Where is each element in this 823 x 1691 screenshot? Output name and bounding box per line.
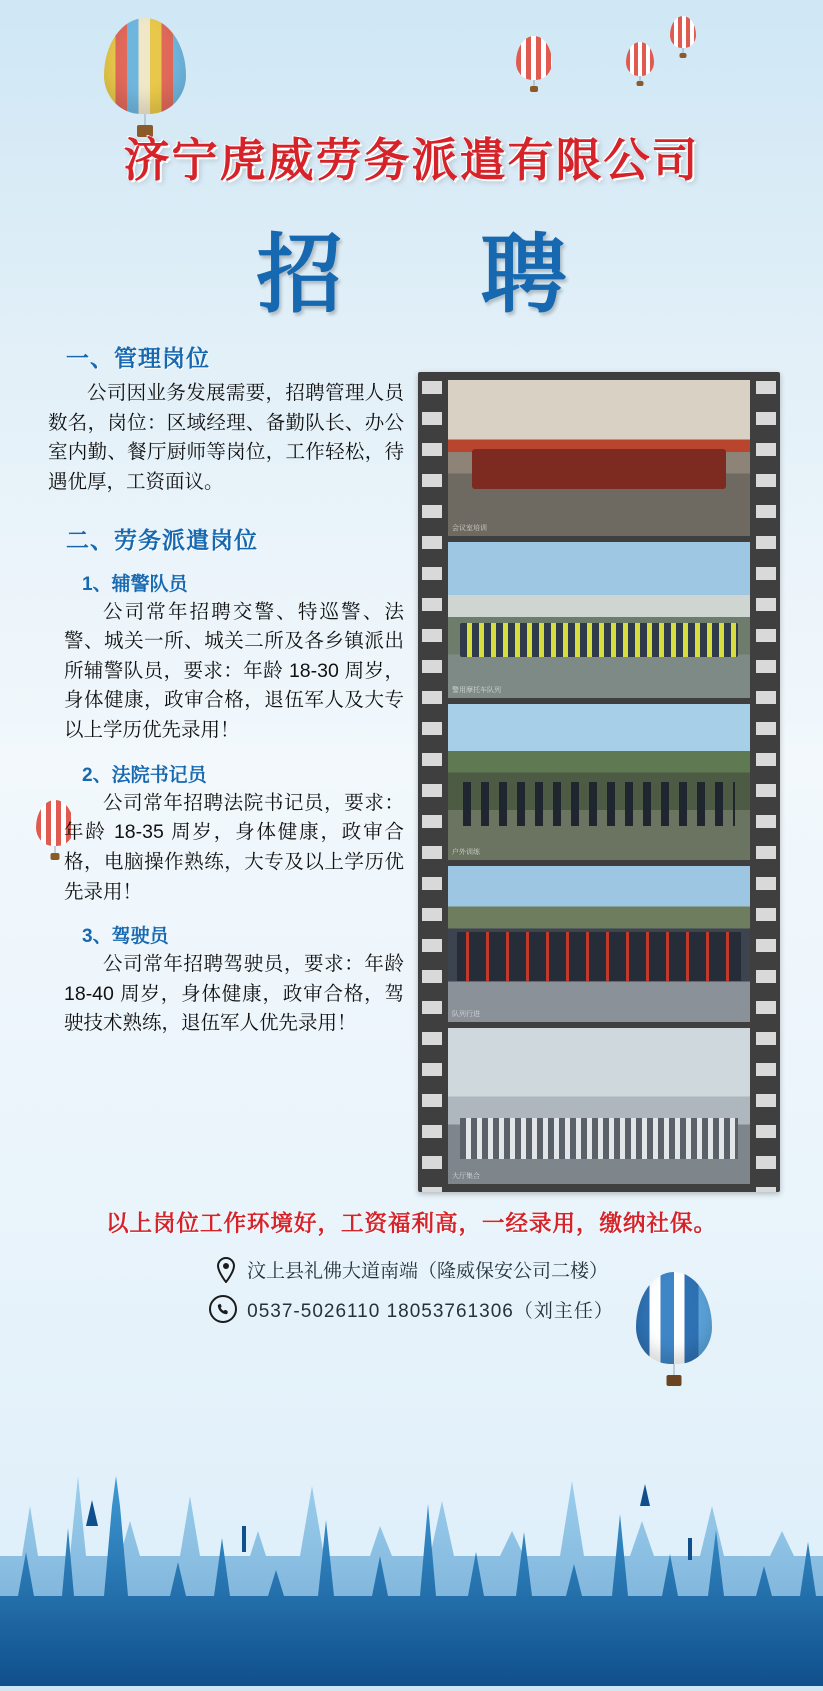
photo-frame: [448, 542, 750, 698]
section-title-management: 一、管理岗位: [66, 345, 210, 371]
recruit-title: 招 聘: [256, 224, 621, 325]
section-title-dispatch: 二、劳务派遣岗位: [66, 526, 258, 553]
slogan-text: 以上岗位工作环境好，工资福利高，一经录用，缴纳社保。: [105, 1211, 717, 1236]
hot-air-balloon-icon: [670, 16, 696, 48]
address-text: 汶上县礼佛大道南端（隆威保安公司二楼）: [246, 1261, 608, 1282]
section-body-management: 公司因业务发展需要，招聘管理人员数名，岗位：区域经理、备勤队长、办公室内勤、餐厅厨师等岗位，工作轻松，待遇优厚，工资面议。: [48, 382, 404, 493]
city-skyline-illustration: [0, 1356, 823, 1686]
sub-body-auxiliary-police: 公司常年招聘交警、特巡警、法警、城关一所、城关二所及各乡镇派出所辅警队员，要求：年龄 18-30 周岁，身体健康，政审合格，退伍军人及大专以上学历优先录用！: [64, 600, 404, 741]
sub-body-driver: 公司常年招聘驾驶员，要求：年龄 18-40 周岁，身体健康，政审合格，驾驶技术熟练，退伍军人优先录用！: [64, 953, 404, 1035]
photo-caption: 会议室培训: [452, 525, 487, 532]
hot-air-balloon-icon: [626, 42, 654, 76]
film-perforations-right: [756, 372, 776, 1192]
sub-title-auxiliary-police: 1、辅警队员: [82, 573, 188, 595]
location-pin-icon: [215, 1257, 237, 1283]
phone-text: 0537-5026110 18053761306（刘主任）: [247, 1300, 614, 1322]
photo-frame: [448, 380, 750, 536]
photo-frame: [448, 704, 750, 860]
photo-caption: 大厅集合: [452, 1173, 480, 1180]
address-row: [0, 1256, 823, 1283]
content-column: [48, 340, 404, 1039]
photo-film-strip: [418, 372, 780, 1192]
hot-air-balloon-icon: [104, 18, 186, 114]
phone-row: [0, 1295, 823, 1323]
company-name: 济宁虎威劳务派遣有限公司: [123, 133, 700, 187]
sub-title-court-clerk: 2、法院书记员: [82, 764, 207, 786]
film-perforations-left: [422, 372, 442, 1192]
photo-frame: [448, 866, 750, 1022]
hot-air-balloon-icon: [516, 36, 552, 80]
sub-body-court-clerk: 公司常年招聘法院书记员，要求：年龄 18-35 周岁，身体健康，政审合格，电脑操作熟练，大专及以上学历优先录用！: [64, 791, 404, 903]
phone-icon: [209, 1295, 237, 1323]
photo-caption: 户外训练: [452, 849, 480, 856]
photo-frame: [448, 1028, 750, 1184]
contact-block: [0, 1256, 823, 1335]
sub-title-driver: 3、驾驶员: [82, 926, 169, 948]
photo-caption: 队列行进: [452, 1011, 480, 1018]
photo-caption: 警用摩托车队列: [452, 687, 501, 694]
